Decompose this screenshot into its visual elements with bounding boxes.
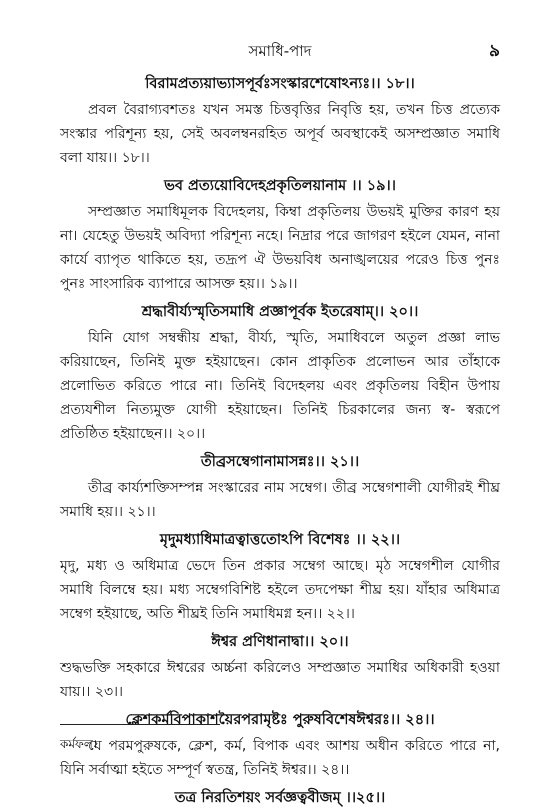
- sutra-23: ঈশ্বর প্রণিধানাদ্বা।। ২০।।: [211, 634, 349, 650]
- page-body: [60, 38, 500, 812]
- commentary-24: যে পরমপুরুষকে, ক্লেশ, কর্ম, বিপাক এবং আশয় অধীন করিতে পারে না, যিনি সর্বাত্মা হইতে সম্পূর্ণ স্বতন্ত্র, তিনিই ঈশ্বর।। ২৪।।: [60, 738, 500, 778]
- commentary-21: তীব্র কার্য্যশক্তিসম্পন্ন সংস্কারের নাম সম্বেগ। তীব্র সম্বেগশালী যোগীরই শীঘ্র সমাধি হয়।। ২১।।: [60, 480, 500, 520]
- running-head: সমাধি-পাদ: [248, 42, 312, 60]
- commentary-18: প্রবল বৈরাগ্যবশতঃ যখন সমস্ত চিত্তবৃত্তির নিবৃত্তি হয়, তখন চিত্ত প্রত্যেক সংস্কার পরিশূন্য হয়, সেই অবলম্বনরহিত অপূর্ব অবস্থাকেই অসম্প্রজ্ঞাত সমাধি বলা যায়।। ১৮।।: [60, 102, 500, 166]
- sutra-18: বিরামপ্রত্যয়াভ্যাসপূর্বঃসংস্কারশেষোঽন্যঃ।। ১৮।।: [145, 76, 415, 92]
- sutra-25: তত্র নিরতিশয়ং সর্বজ্ঞত্ববীজম্ ।।২৫।।: [174, 790, 386, 806]
- sutra-19: ভব প্রত্যয়োবিদেহপ্রকৃতিলয়ানাম ।। ১৯।।: [164, 178, 396, 194]
- sutra-22: মৃদুমধ্যাধিমাত্রত্বাত্ততোঽপি বিশেষঃ ।। ২২।।: [159, 532, 401, 548]
- sutra-21: তীব্রসম্বেগানামাসন্নঃ।। ২১।।: [200, 454, 360, 470]
- commentary-20: যিনি যোগ সম্বন্ধীয় শ্রদ্ধা, বীর্য্য, স্মৃতি, সমাধিবলে অতুল প্রজ্ঞা লাভ করিয়াছেন, তিনিই মুক্ত হইয়াছেন। কোন প্রাকৃতিক প্রলোভন আর তাঁহাকে প্রলোভিত করিতে পারে না। তিনিই বিদেহলয় এবং প্রকৃতিলয় বিহীন উপায় প্রত্যযশীল নিত্যমুক্ত যোগী হইয়াছেন। তিনিই চিরকালের জন্য স্ব- স্বরূপে প্রতিষ্ঠিত হইয়াছেন।। ২০।।: [60, 330, 500, 442]
- footnote: কর্মফল।: [60, 737, 98, 751]
- page-number: ৯: [488, 41, 500, 61]
- page-header: [60, 38, 500, 68]
- footnote-rule: [60, 724, 220, 725]
- commentary-19: সম্প্রজ্ঞাত সমাধিমূলক বিদেহলয়, কিম্বা প্রকৃতিলয় উভয়ই মুক্তির কারণ হয় না। যেহেতু উভয়ই অবিদ্যা পরিশূন্য নহে। নিদ্রার পরে জাগরণ হইলে যেমন, নানা কার্যে ব্যাপৃত থাকিতে হয়, তদ্রূপ ঐ উভয়বিধ অনাঙ্খলয়ের পরেও চিত্ত পুনঃ পুনঃ সাংসারিক ব্যাপারে আসক্ত হয়।। ১৯।।: [60, 204, 500, 292]
- sutra-20: শ্রদ্ধাবীর্য্যস্মৃতিসমাধি প্রজ্ঞাপূর্বক ইতরেষাম্।। ২০।।: [141, 304, 419, 320]
- sutra-24: ক্লেশকর্মবিপাকাশয়ৈরপরামৃষ্টঃ পুরুষবিশেষঈশ্বরঃ।। ২৪।।: [125, 712, 435, 728]
- commentary-22: মৃদু, মধ্য ও অধিমাত্র ভেদে তিন প্রকার সম্বেগ আছে। মৃঠ সম্বেগশীল যোগীর সমাধি বিলম্বে হয়। মধ্য সম্বেগবিশিষ্ট হইলে তদপেক্ষা শীঘ্র হয়। যাঁহার অধিমাত্র সম্বেগ হইয়াছে, অতি শীঘ্রই তিনি সমাধিমগ্ন হন।। ২২।।: [60, 558, 500, 622]
- commentary-23: শুদ্ধভক্তি সহকারে ঈশ্বরের অর্চ্চনা করিলেও সম্প্রজ্ঞাত সমাধির অধিকারী হওয়া যায়।। ২৩।।: [60, 660, 500, 700]
